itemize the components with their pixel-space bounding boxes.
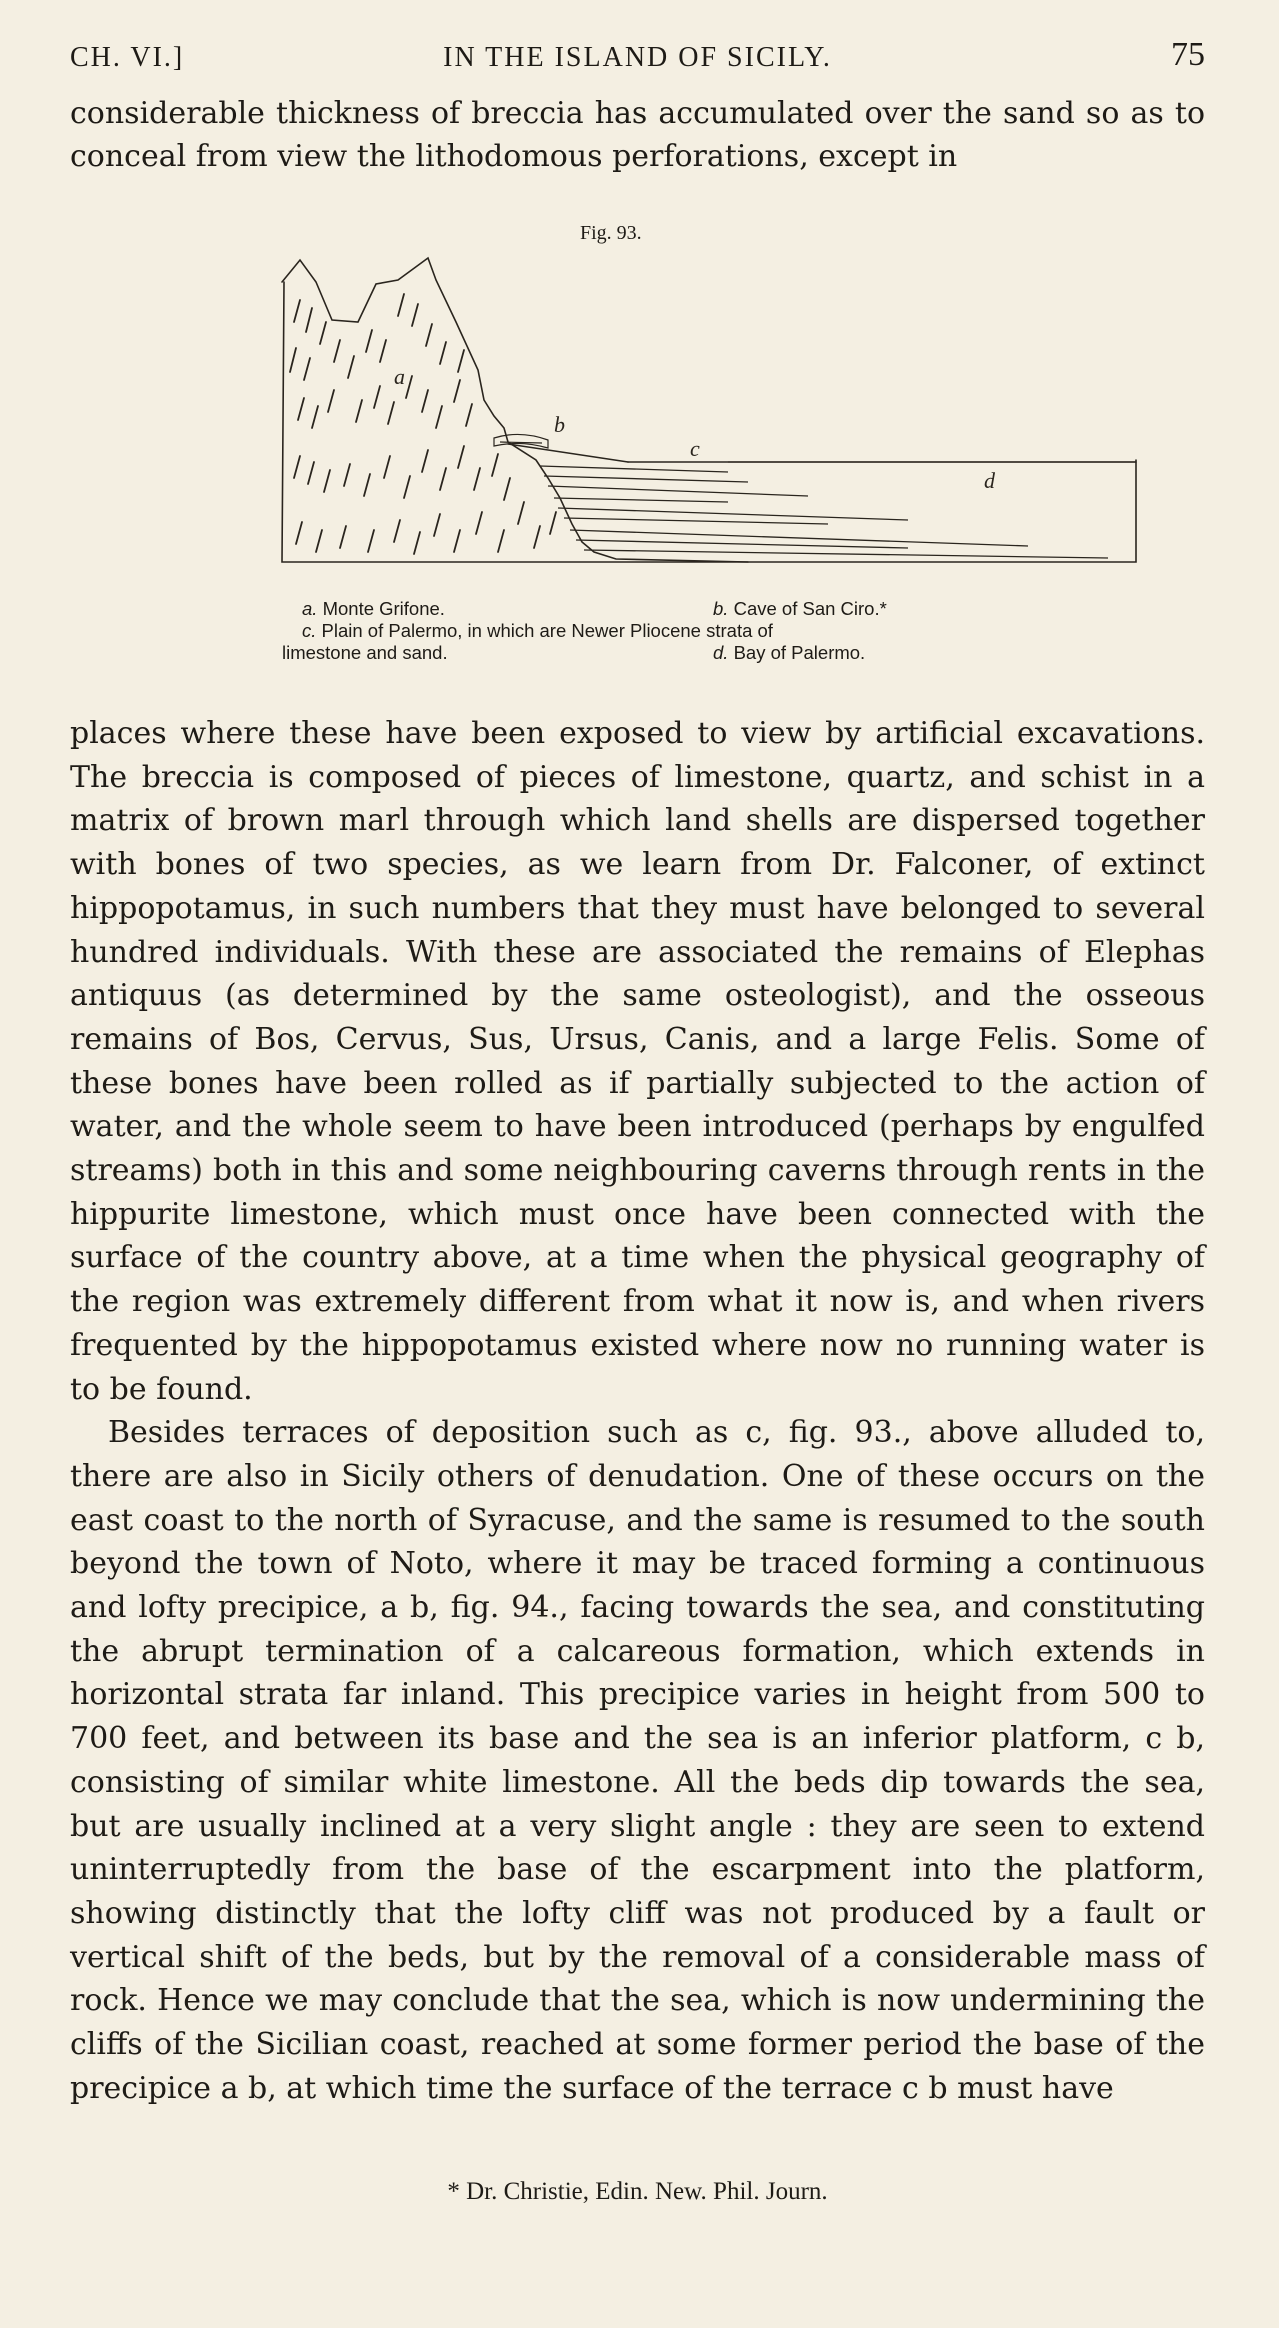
figure-point-b: b (554, 412, 565, 437)
caption-item-a (302, 598, 445, 620)
lead-paragraph: considerable thickness of breccia has accumulated over the sand so as to conceal from view the lithodomous perforations, except in (70, 96, 1205, 174)
caption-row (70, 642, 1205, 664)
caption-item-c (302, 620, 773, 642)
limestone-hatching (290, 294, 556, 554)
caption-row (70, 598, 1205, 620)
body-paragraph-1: places where these have been exposed to view by artificial excavations. The breccia is composed of pieces of limestone, quartz, and schist in a matrix of brown marl through which land shells are dispersed together with bones of two species, as we learn from Dr. Falconer, of extinct hippopotamus, in such numbers that they must have belonged to several hundred individuals. With these are associated the remains of Elephas antiquus (as determined by the same osteologist), and the osseous remains of Bos, Cervus, Sus, Ursus, Canis, and a large Felis. Some of these bones have been rolled as if partially subjected to the action of water, and the whole seem to have been introduced (perhaps by engulfed streams) both in this and some neighbouring caverns through rents in the hippurite limestone, which must once have been connected with the surface of the country above, at a time when the physical geography of the region was extremely different from what it now is, and when rivers frequented by the hippopotamus existed where now no running water is to be found. (70, 716, 1205, 1407)
caption-key-d: d. (713, 642, 729, 663)
figure-frame (282, 282, 1136, 562)
figure-point-a: a (394, 364, 405, 389)
caption-text-c-continued: limestone and sand. (282, 642, 448, 663)
caption-item-d (713, 642, 865, 664)
caption-key-c: c. (302, 620, 317, 641)
figure-svg (208, 252, 1138, 574)
figure-point-d: d (984, 468, 995, 493)
caption-text-d: Bay of Palermo. (733, 642, 866, 663)
caption-text-b: Cave of San Ciro.* (733, 598, 887, 619)
figure-label: Fig. 93. (580, 222, 642, 244)
figure-93-illustration (208, 252, 1138, 574)
body-paragraph-2: Besides terraces of deposition such as c, fig. 93., above alluded to, there are also in Sicily others of denudation. One of these occurs on the east coast to the north of Syracuse, and the same is resumed to the south beyond the town of Noto, where it may be traced forming a continuous and lofty precipice, a b, fig. 94., facing towards the sea, and constituting the abrupt termination of a calcareous formation, which extends in horizontal strata far inland. This precipice varies in height from 500 to 700 feet, and between its base and the sea is an inferior platform, c b, consisting of similar white limestone. All the beds dip towards the sea, but are usually inclined at a very slight angle : they are seen to extend uninterruptedly from the base of the escarpment into the platform, showing distinctly that the lofty cliff was not produced by a fault or vertical shift of the beds, but by the removal of a considerable mass of rock. Hence we may conclude that the sea, which is now undermining the cliffs of the Sicilian coast, reached at some former period the base of the precipice a b, at which time the surface of the terrace c b must have (70, 1415, 1205, 2106)
pliocene-strata (540, 462, 1136, 558)
figure-caption (70, 598, 1205, 664)
caption-key-a: a. (302, 598, 318, 619)
page-number: 75 (1171, 36, 1205, 73)
body-text (70, 712, 1205, 2111)
mountain-outline (282, 258, 748, 562)
running-title: IN THE ISLAND OF SICILY. (443, 42, 832, 73)
caption-text-c: Plain of Palermo, in which are Newer Pliocene strata of (321, 620, 773, 641)
caption-text-a: Monte Grifone. (322, 598, 445, 619)
caption-key-b: b. (713, 598, 729, 619)
caption-item-b (713, 598, 887, 620)
figure-point-c: c (690, 436, 700, 461)
caption-row (70, 620, 1205, 642)
footnote: * Dr. Christie, Edin. New. Phil. Journ. (447, 2178, 828, 2205)
lead-text (70, 92, 1205, 178)
running-header (70, 36, 1205, 76)
chapter-marker: CH. VI.] (70, 42, 185, 73)
